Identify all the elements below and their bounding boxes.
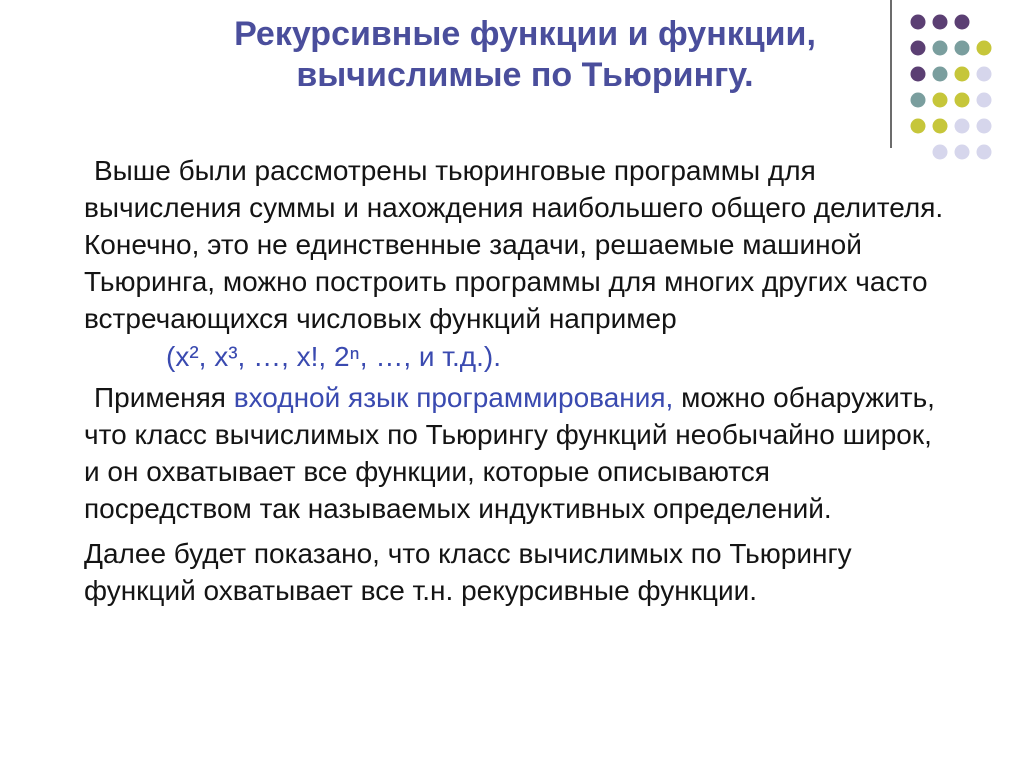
decorative-dot-grid xyxy=(0,0,1024,170)
decorative-dot xyxy=(955,67,970,82)
decorative-dot xyxy=(911,15,926,30)
paragraph-2-start: Применяя xyxy=(94,382,234,413)
decorative-dot xyxy=(933,41,948,56)
title-line-2: вычислимые по Тьюрингу. xyxy=(296,56,754,94)
formula-line: (x², x³, …, x!, 2ⁿ, …, и т.д.). xyxy=(166,341,502,372)
paragraph-2 xyxy=(84,379,944,527)
decorative-dot xyxy=(955,119,970,134)
decorative-dot xyxy=(911,93,926,108)
paragraph-1: Выше были рассмотрены тьюринговые программы для вычисления суммы и нахождения наибольшего общего делителя. Конечно, это не единственные задачи, решаемые машиной Тьюринга, можно построить программы для многих других часто встречающихся числовых функций например xyxy=(84,155,944,334)
input-language-link[interactable]: входной язык программирования, xyxy=(233,382,674,413)
decorative-dot xyxy=(955,93,970,108)
decorative-dot xyxy=(911,41,926,56)
decorative-dot xyxy=(977,67,992,82)
decorative-dot xyxy=(933,93,948,108)
decorative-dot xyxy=(911,67,926,82)
decorative-dot xyxy=(955,145,970,160)
slide-body xyxy=(84,152,944,609)
decorative-dot xyxy=(911,119,926,134)
decorative-dot xyxy=(933,119,948,134)
title-line-1: Рекурсивные функции и функции, xyxy=(234,15,816,53)
decorative-dot xyxy=(933,15,948,30)
decorative-dot xyxy=(977,119,992,134)
decorative-dot xyxy=(977,145,992,160)
decorative-dot xyxy=(955,41,970,56)
decorative-dot xyxy=(977,93,992,108)
decorative-dot xyxy=(955,15,970,30)
paragraph-3: Далее будет показано, что класс вычислимых по Тьюрингу функций охватывает все т.н. рекурсивные функции. xyxy=(84,538,852,606)
decorative-dot xyxy=(933,67,948,82)
paragraph-2-end: можно обнаружить, что класс вычислимых по Тьюрингу функций необычайно широк, и он охватывает все функции, которые описываются посредством так называемых индуктивных определений. xyxy=(84,382,935,524)
decorative-dot xyxy=(977,41,992,56)
